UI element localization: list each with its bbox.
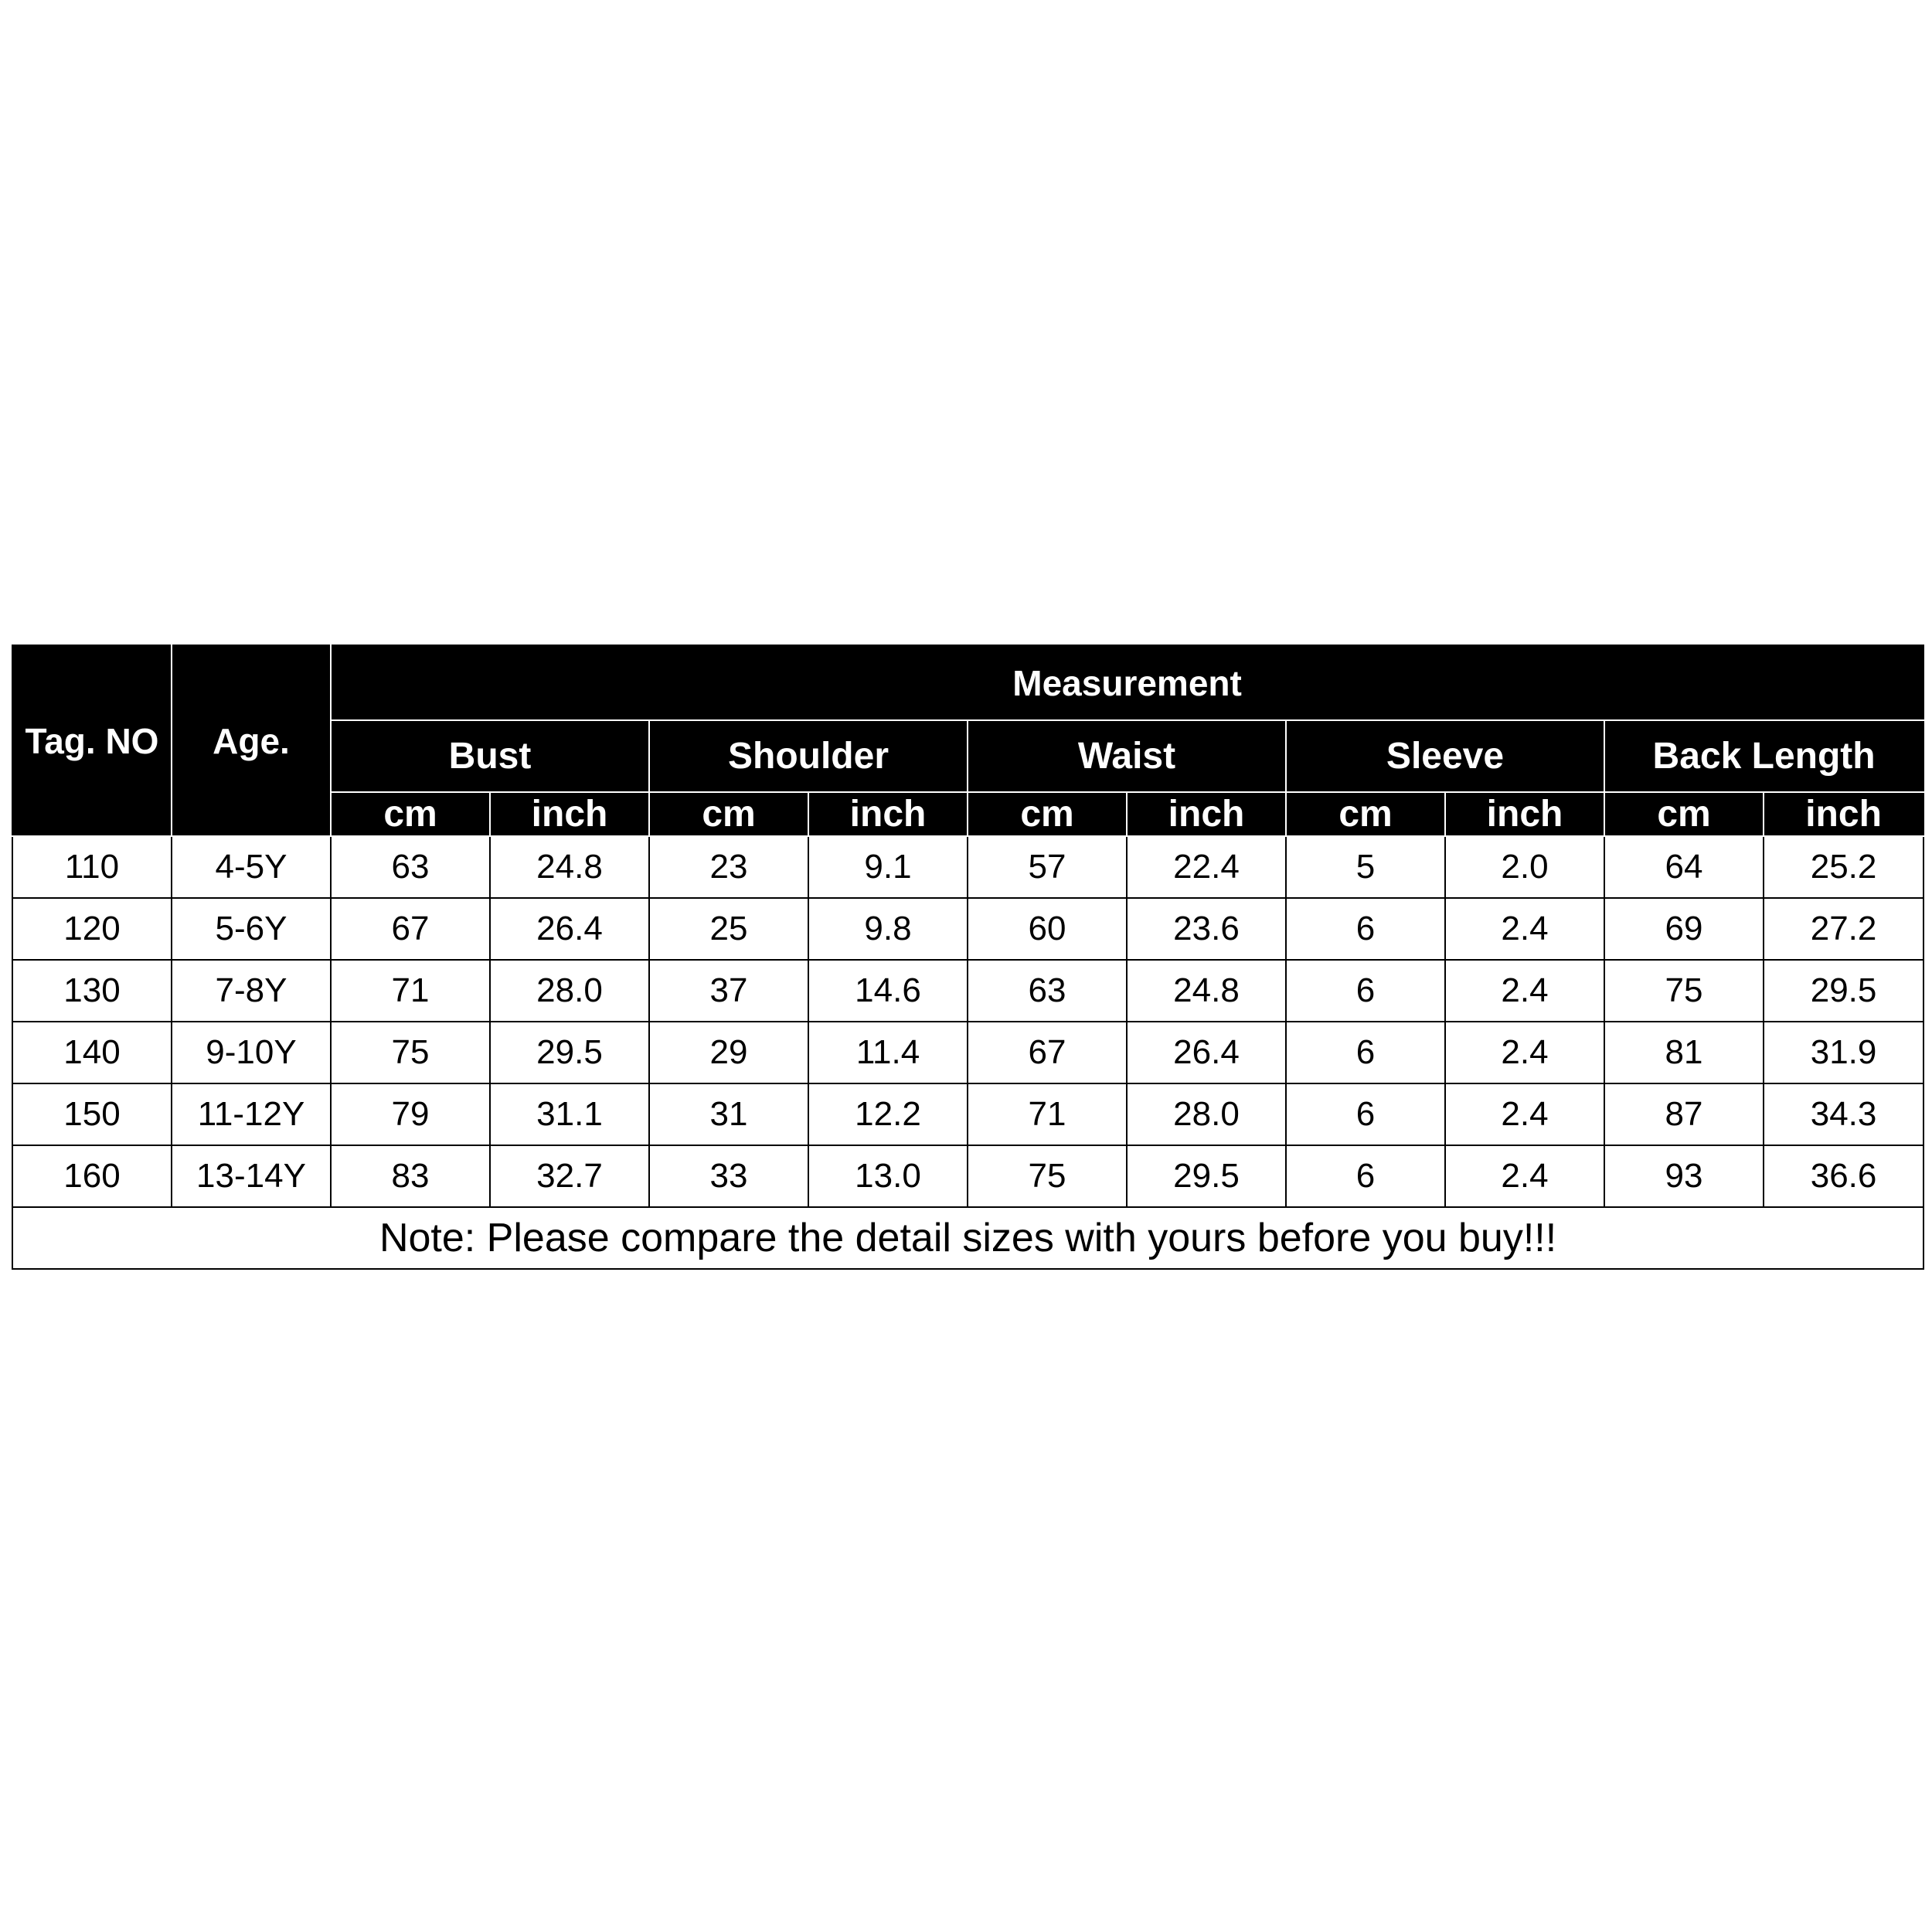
shoulder-inch-cell: 11.4 xyxy=(808,1022,968,1083)
shoulder-cm-cell: 31 xyxy=(649,1083,808,1145)
bust-inch-cell: 24.8 xyxy=(490,836,649,898)
back-length-inch-cell: 34.3 xyxy=(1764,1083,1923,1145)
bust-inch-cell: 32.7 xyxy=(490,1145,649,1207)
waist-inch-cell: 29.5 xyxy=(1127,1145,1286,1207)
age-cell: 9-10Y xyxy=(172,1022,331,1083)
table-body xyxy=(12,836,1923,1269)
tag-no-cell: 140 xyxy=(12,1022,172,1083)
sleeve-inch-cell: 2.4 xyxy=(1445,898,1604,960)
age-header: Age. xyxy=(172,645,331,836)
waist-cm-cell: 57 xyxy=(968,836,1127,898)
shoulder-header: Shoulder xyxy=(649,720,968,792)
waist-inch-cell: 23.6 xyxy=(1127,898,1286,960)
bust-header: Bust xyxy=(331,720,649,792)
tag-no-cell: 150 xyxy=(12,1083,172,1145)
waist-inch-cell: 22.4 xyxy=(1127,836,1286,898)
note-row xyxy=(12,1207,1923,1269)
waist-header: Waist xyxy=(968,720,1286,792)
shoulder-cm-cell: 33 xyxy=(649,1145,808,1207)
tag-no-cell: 130 xyxy=(12,960,172,1022)
back-length-cm-cell: 69 xyxy=(1604,898,1764,960)
back-length-cm-cell: 64 xyxy=(1604,836,1764,898)
bust-cm-cell: 75 xyxy=(331,1022,490,1083)
back-length-inch-cell: 25.2 xyxy=(1764,836,1923,898)
sleeve-cm-cell: 6 xyxy=(1286,1022,1445,1083)
shoulder-inch-cell: 12.2 xyxy=(808,1083,968,1145)
table-row xyxy=(12,1022,1923,1083)
bust-cm-cell: 71 xyxy=(331,960,490,1022)
back-length-cm-cell: 87 xyxy=(1604,1083,1764,1145)
waist-inch-cell: 24.8 xyxy=(1127,960,1286,1022)
back-length-inch-header: inch xyxy=(1764,792,1923,836)
bust-inch-cell: 26.4 xyxy=(490,898,649,960)
bust-cm-cell: 63 xyxy=(331,836,490,898)
sleeve-inch-cell: 2.4 xyxy=(1445,1022,1604,1083)
bust-inch-cell: 31.1 xyxy=(490,1083,649,1145)
shoulder-inch-cell: 13.0 xyxy=(808,1145,968,1207)
bust-cm-cell: 67 xyxy=(331,898,490,960)
shoulder-cm-cell: 23 xyxy=(649,836,808,898)
back-length-cm-cell: 75 xyxy=(1604,960,1764,1022)
sleeve-inch-cell: 2.4 xyxy=(1445,1145,1604,1207)
shoulder-cm-cell: 29 xyxy=(649,1022,808,1083)
sleeve-inch-cell: 2.4 xyxy=(1445,1083,1604,1145)
tag-no-cell: 160 xyxy=(12,1145,172,1207)
waist-cm-cell: 75 xyxy=(968,1145,1127,1207)
age-cell: 13-14Y xyxy=(172,1145,331,1207)
waist-cm-cell: 71 xyxy=(968,1083,1127,1145)
back-length-header: Back Length xyxy=(1604,720,1923,792)
waist-inch-header: inch xyxy=(1127,792,1286,836)
header-row-measurement xyxy=(12,645,1923,720)
sleeve-cm-cell: 6 xyxy=(1286,1145,1445,1207)
sleeve-cm-cell: 6 xyxy=(1286,898,1445,960)
bust-inch-cell: 29.5 xyxy=(490,1022,649,1083)
waist-cm-cell: 67 xyxy=(968,1022,1127,1083)
table-row xyxy=(12,898,1923,960)
measurement-header: Measurement xyxy=(331,645,1923,720)
back-length-inch-cell: 31.9 xyxy=(1764,1022,1923,1083)
sleeve-cm-cell: 5 xyxy=(1286,836,1445,898)
note-text: Note: Please compare the detail sizes with yours before you buy!!! xyxy=(12,1207,1923,1269)
sleeve-cm-header: cm xyxy=(1286,792,1445,836)
age-cell: 11-12Y xyxy=(172,1083,331,1145)
sleeve-inch-header: inch xyxy=(1445,792,1604,836)
back-length-inch-cell: 36.6 xyxy=(1764,1145,1923,1207)
table-row xyxy=(12,1145,1923,1207)
back-length-inch-cell: 29.5 xyxy=(1764,960,1923,1022)
age-cell: 4-5Y xyxy=(172,836,331,898)
shoulder-cm-cell: 25 xyxy=(649,898,808,960)
table-row xyxy=(12,1083,1923,1145)
back-length-inch-cell: 27.2 xyxy=(1764,898,1923,960)
waist-inch-cell: 28.0 xyxy=(1127,1083,1286,1145)
table-row xyxy=(12,960,1923,1022)
age-cell: 5-6Y xyxy=(172,898,331,960)
tag-no-cell: 110 xyxy=(12,836,172,898)
sleeve-header: Sleeve xyxy=(1286,720,1604,792)
bust-cm-header: cm xyxy=(331,792,490,836)
sleeve-cm-cell: 6 xyxy=(1286,960,1445,1022)
shoulder-cm-header: cm xyxy=(649,792,808,836)
size-chart-table xyxy=(12,645,1924,1270)
waist-cm-cell: 63 xyxy=(968,960,1127,1022)
back-length-cm-cell: 81 xyxy=(1604,1022,1764,1083)
sleeve-inch-cell: 2.0 xyxy=(1445,836,1604,898)
bust-inch-header: inch xyxy=(490,792,649,836)
back-length-cm-cell: 93 xyxy=(1604,1145,1764,1207)
shoulder-cm-cell: 37 xyxy=(649,960,808,1022)
waist-cm-header: cm xyxy=(968,792,1127,836)
waist-inch-cell: 26.4 xyxy=(1127,1022,1286,1083)
tag-no-cell: 120 xyxy=(12,898,172,960)
age-cell: 7-8Y xyxy=(172,960,331,1022)
bust-cm-cell: 83 xyxy=(331,1145,490,1207)
sleeve-inch-cell: 2.4 xyxy=(1445,960,1604,1022)
back-length-cm-header: cm xyxy=(1604,792,1764,836)
bust-cm-cell: 79 xyxy=(331,1083,490,1145)
bust-inch-cell: 28.0 xyxy=(490,960,649,1022)
shoulder-inch-cell: 9.1 xyxy=(808,836,968,898)
shoulder-inch-cell: 14.6 xyxy=(808,960,968,1022)
table-row xyxy=(12,836,1923,898)
waist-cm-cell: 60 xyxy=(968,898,1127,960)
table-header xyxy=(12,645,1923,836)
shoulder-inch-cell: 9.8 xyxy=(808,898,968,960)
sleeve-cm-cell: 6 xyxy=(1286,1083,1445,1145)
tag-no-header: Tag. NO xyxy=(12,645,172,836)
shoulder-inch-header: inch xyxy=(808,792,968,836)
